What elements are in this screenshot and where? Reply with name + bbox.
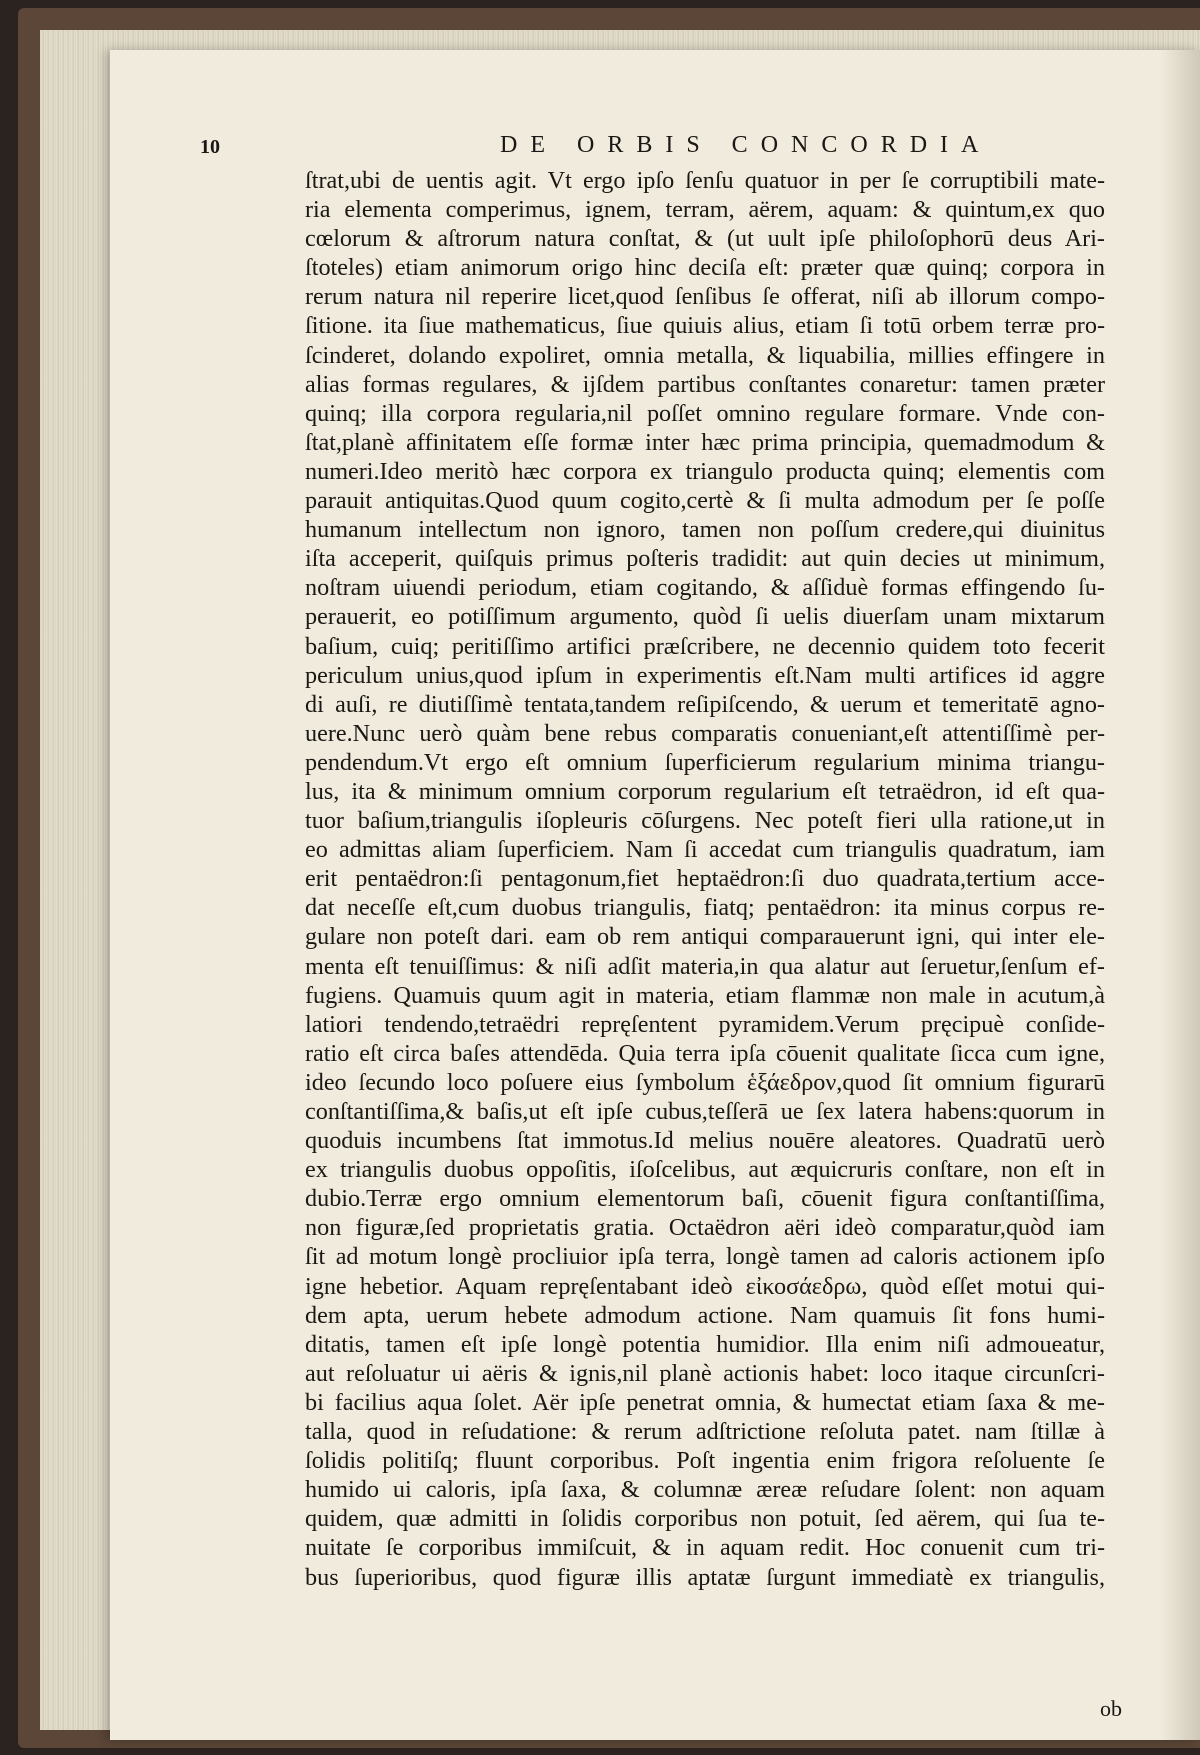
text-line: periculum unius,quod ipſum in experimentis eſt.Nam multi artifices id aggre bbox=[305, 661, 1105, 689]
text-line: parauit antiquitas.Quod quum cogito,certè & ſi multa admodum per ſe poſſe bbox=[305, 487, 1105, 515]
text-line: noſtram uiuendi periodum, etiam cogitando, & aſſiduè formas effingendo ſu- bbox=[305, 574, 1105, 602]
text-line: pendendum.Vt ergo eſt omnium ſuperficierum regularium minima triangu- bbox=[305, 748, 1105, 776]
text-line: conſtantiſſima,& baſis,ut eſt ipſe cubus,teſſerā ue ſex latera habens:quorum in bbox=[305, 1098, 1105, 1125]
text-line: ſcinderet, dolando expoliret, omnia metalla, & liquabilia, millies effingere in bbox=[305, 341, 1105, 369]
text-line: ſit ad motum longè procliuior ipſa terra, longè tamen ad caloris actionem ipſo bbox=[305, 1243, 1105, 1271]
text-line: ditatis, tamen eſt ipſe longè potentia humidior. Illa enim niſi admoueatur, bbox=[305, 1330, 1105, 1358]
text-line: humido ui caloris, ipſa ſaxa, & columnæ æreæ reſudare ſolent: non aquam bbox=[305, 1476, 1105, 1504]
text-line: ſolidis politiſq; fluunt corporibus. Poſt ingentia enim frigora reſoluente ſe bbox=[305, 1447, 1105, 1475]
text-line: quidem, quæ admitti in ſolidis corporibus non potuit, ſed aërem, qui ſua te- bbox=[305, 1505, 1105, 1533]
running-head bbox=[200, 132, 1160, 166]
text-line: rerum natura nil reperire licet,quod ſenſibus ſe offerat, niſi ab illorum compo- bbox=[305, 283, 1105, 311]
text-line: latiori tendendo,tetraëdri repręſentent pyramidem.Verum pręcipuè conſide- bbox=[305, 1010, 1105, 1038]
text-line: nuitate ſe corporibus immiſcuit, & in aquam redit. Hoc conuenit cum tri- bbox=[305, 1534, 1105, 1562]
text-line: baſium, cuiq; peritiſſimo artifici præſcribere, ne decennio quidem toto fecerit bbox=[305, 632, 1105, 660]
text-line: uere.Nunc uerò quàm bene rebus comparatis conueniant,eſt attentiſſimè per- bbox=[305, 719, 1105, 747]
page-gutter-shadow bbox=[1160, 50, 1200, 1740]
text-line: ſtoteles) etiam animorum origo hinc deciſa eſt: præter quæ quinq; corpora in bbox=[305, 254, 1105, 282]
text-line: tuor baſium,triangulis iſopleuris cōſurgens. Nec poteſt fieri ulla ratione,ut in bbox=[305, 807, 1105, 835]
text-line: bus ſuperioribus, quod figuræ illis aptatæ ſurgunt immediatè ex triangulis, bbox=[305, 1563, 1105, 1591]
text-line: ſitione. ita ſiue mathematicus, ſiue quiuis alius, etiam ſi totū orbem terræ pro- bbox=[305, 312, 1105, 340]
text-line: ſtrat,ubi de uentis agit. Vt ergo ipſo ſenſu quatuor in per ſe corruptibili mate- bbox=[305, 167, 1105, 194]
text-line: eo admittas aliam ſuperficiem. Nam ſi accedat cum triangulis quadratum, iam bbox=[305, 836, 1105, 864]
body-text bbox=[305, 166, 1105, 1592]
text-line: ideo ſecundo loco poſuere eius ſymbolum ἑξάεδρον,quod ſit omnium figurarū bbox=[305, 1068, 1105, 1096]
text-line: quinq; illa corpora regularia,nil poſſet omnino regulare formare. Vnde con- bbox=[305, 399, 1105, 427]
text-line: menta eſt tenuiſſimus: & niſi adſit materia,in qua alatur aut ſeruetur,ſenſum ef- bbox=[305, 952, 1105, 980]
text-line: talla, quod in reſudatione: & rerum adſtrictione reſoluta patet. nam ſtillæ à bbox=[305, 1418, 1105, 1446]
text-line: humanum intellectum non ignoro, tamen non poſſum credere,qui diuinitus bbox=[305, 516, 1105, 544]
text-line: numeri.Ideo meritò hæc corpora ex triangulo producta quinq; elementis com bbox=[305, 457, 1105, 485]
text-line: ex triangulis duobus oppoſitis, iſoſcelibus, aut æquicruris conſtare, non eſt in bbox=[305, 1156, 1105, 1184]
page-number: 10 bbox=[200, 136, 220, 158]
text-line: ratio eſt circa baſes attendēda. Quia terra ipſa cōuenit qualitate ſicca cum igne, bbox=[305, 1039, 1105, 1067]
text-line: fugiens. Quamuis quum agit in materia, etiam flammæ non male in acutum,à bbox=[305, 981, 1105, 1009]
text-line: ria elementa comperimus, ignem, terram, aërem, aquam: & quintum,ex quo bbox=[305, 196, 1105, 224]
text-line: non figuræ,ſed proprietatis gratia. Octaëdron aëri ideò comparatur,quòd iam bbox=[305, 1214, 1105, 1242]
text-line: iſta acceperit, quiſquis primus poſteris tradidit: aut quin decies ut minimum, bbox=[305, 545, 1105, 573]
text-line: dubio.Terræ ergo omnium elementorum baſi, cōuenit figura conſtantiſſima, bbox=[305, 1185, 1105, 1213]
text-line: lus, ita & minimum omnium corporum regularium eſt tetraëdron, id eſt qua- bbox=[305, 777, 1105, 805]
text-line: perauerit, eo potiſſimum argumento, quòd ſi uelis diuerſam unam mixtarum bbox=[305, 603, 1105, 631]
running-title: DE ORBIS CONCORDIA bbox=[500, 132, 992, 158]
text-line: gulare non poteſt dari. eam ob rem antiqui comparauerunt igni, qui inter ele- bbox=[305, 923, 1105, 951]
text-line: cœlorum & aſtrorum natura conſtat, & (ut uult ipſe philoſophorū deus Ari- bbox=[305, 225, 1105, 253]
catchword: ob bbox=[1100, 1696, 1122, 1721]
text-line: erit pentaëdron:ſi pentagonum,fiet heptaëdron:ſi duo quadrata,tertium acce- bbox=[305, 865, 1105, 893]
text-line: di auſi, re diutiſſimè tentata,tandem reſipiſcendo, & uerum et temeritatē agno- bbox=[305, 690, 1105, 718]
text-line: igne hebetior. Aquam repręſentabant ideò εἰκοσάεδρω, quòd eſſet motui qui- bbox=[305, 1272, 1105, 1300]
text-line: aut reſoluatur ui aëris & ignis,nil planè actionis habet: loco itaque circunſcri- bbox=[305, 1359, 1105, 1387]
text-line: dat neceſſe eſt,cum duobus triangulis, fiatq; pentaëdron: ita minus corpus re- bbox=[305, 894, 1105, 922]
text-line: bi facilius aqua ſolet. Aër ipſe penetrat omnia, & humectat etiam ſaxa & me- bbox=[305, 1388, 1105, 1416]
text-line: dem apta, uerum hebete admodum actione. Nam quamuis ſit fons humi- bbox=[305, 1301, 1105, 1329]
text-line: ſtat,planè affinitatem eſſe formæ inter hæc prima principia, quemadmodum & bbox=[305, 428, 1105, 456]
text-line: alias formas regulares, & ijſdem partibus conſtantes conaretur: tamen præter bbox=[305, 370, 1105, 398]
text-line: quoduis incumbens ſtat immotus.Id melius nouēre aleatores. Quadratū uerò bbox=[305, 1127, 1105, 1155]
